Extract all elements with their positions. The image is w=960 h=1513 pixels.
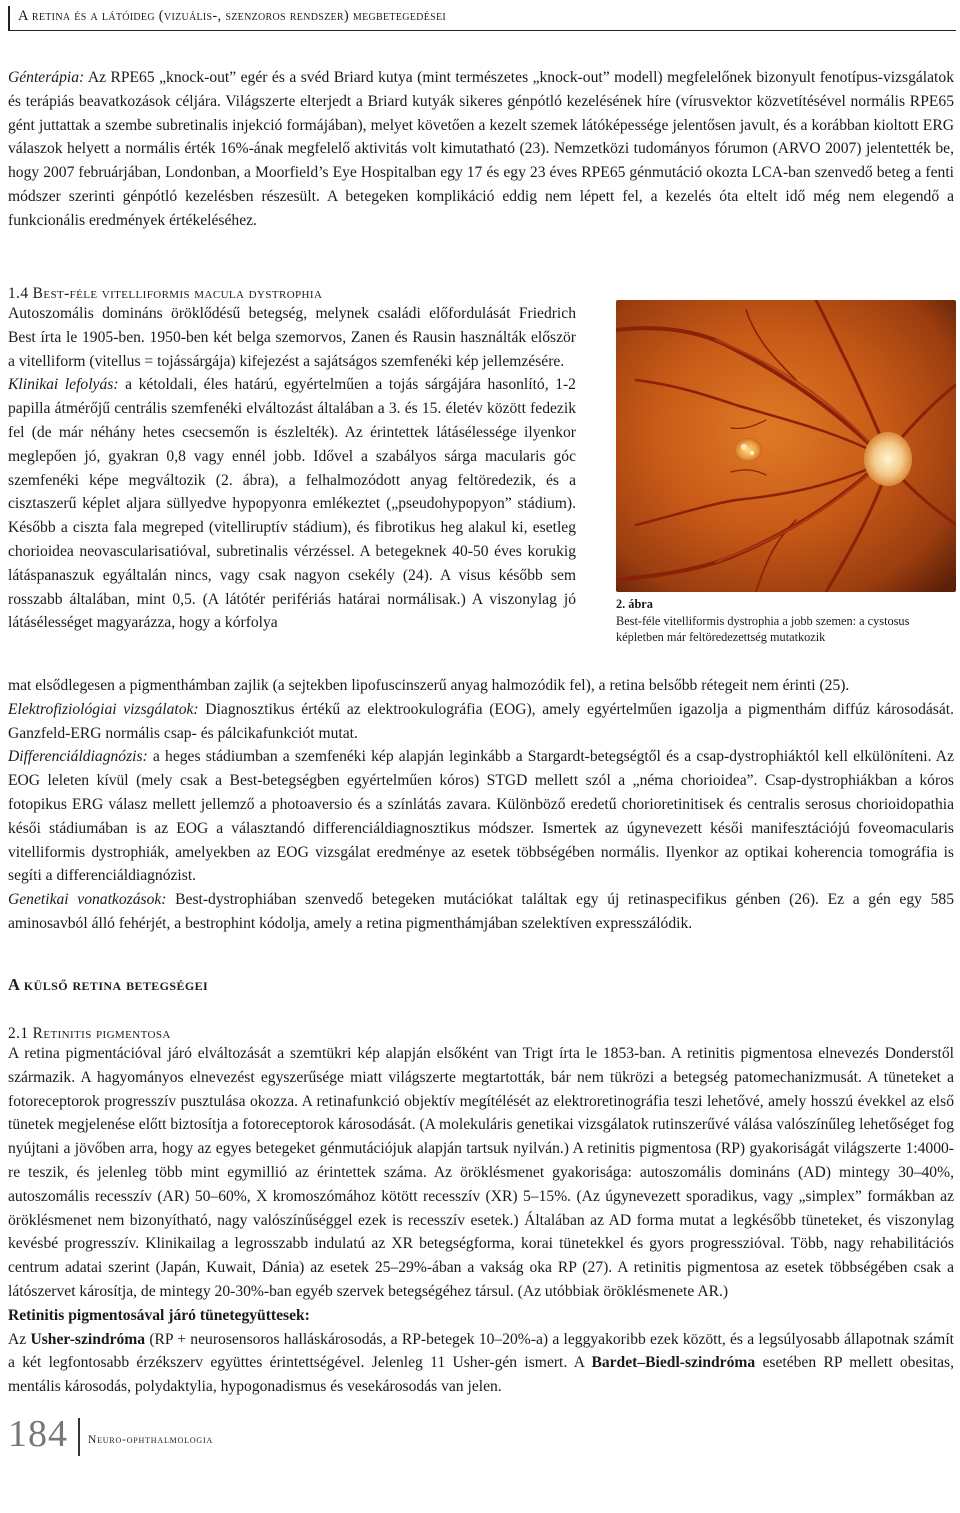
syndromes-heading: Retinitis pigmentosával járó tünetegyüttesek:	[8, 1306, 310, 1324]
running-header-title: A retina és a látóideg (vizuális-, szenzoros rendszer) megbetegedései	[18, 8, 447, 24]
bardet-biedl-text: esetében RP mellett obesitas, mentális károsodás, polydaktylia, hypogonadismus és vesekárosodás van jelen.	[8, 1354, 954, 1396]
bardet-biedl-term: Bardet–Biedl-szindróma	[591, 1354, 756, 1372]
vitelliform-lesion	[734, 438, 762, 462]
gene-therapy-label: Génterápia:	[8, 69, 85, 86]
genetics-label: Genetikai vonatkozások:	[8, 891, 167, 909]
clinical-course-text: a kétoldali, éles határú, egyértelműen a tojás sárgájára hasonlító, 1-2 papilla átmérőjű centrális szemfenéki elváltozást általában a 3. és 15. életév között fedezik fel (de már néhány hetes csecsemőn is észlelték). Az érintettek látásélessége ilyenkor meglepően jó, gyakran 0,8 vagy ennél jobb. Idővel a szabályos sárga macularis góc szemfenéki képe megváltozik (2. ábra), a felhalmozódott anyag feltöredezik, és a cisztaszerű képlet aljara süllyedve hypopyonra emlékeztet („pseudohypopyon” stádium). Később a ciszta fala megreped (vitelliruptív stádium), és fibrotikus heg alakul ki, esetleg chorioidea neovascularisatióval, subretinalis vérzéssel. A betegeknek 40-50 éves korukig látáspanaszuk egyáltalán nincs, vagy csak nagyon csekély (24). A visus később sem rosszabb általában, mint 0,5. (A látótér perifériás határai normálisak.) A viszonylag jó látásélességet magyarázza, hogy a kórfolya	[8, 376, 576, 632]
usher-pre: Az	[8, 1330, 31, 1348]
section-2-1-heading: 2.1 Retinitis pigmentosa	[8, 1025, 171, 1042]
figure-caption-text: Best-féle vitelliformis dystrophia a jobb szemen: a cystosus képletben már feltöredezettség mutatkozik	[616, 613, 910, 644]
running-header	[8, 6, 956, 31]
differential-diagnosis-label: Differenciáldiagnózis:	[8, 748, 148, 766]
gene-therapy-paragraph	[8, 66, 954, 233]
best-left-column	[8, 302, 576, 635]
rp-paragraph: A retina pigmentációval járó elváltozását a szemtükri kép alapján elsőként van Trigt írta le 1853-ban. A retinitis pigmentosa elnevezés Donderstől származik. A hagyományos elnevezést egyszerűsége miatt világszerte megtartották, bár nem tükrözi a betegség patomechanizmusát. A tüneteket a fotoreceptorok progresszív pusztulása okozza. A retinafunkció objektív megítélését az elektroretinográfia teszi lehetővé, amely hosszú évekkel az első tünetek megjelenése előtt biztosítja a fotoreceptorok károsodását. (A molekuláris genetikai vizsgálatok rutinszerűvé válása valószínűleg lehetőséget fog nyújtani a jövőben arra, hogy az egyes betegeket génmutációjuk alapján tartsuk nyilván.) A retinitis pigmentosa (RP) gyakoriságát világszerte 1:4000-re teszik, és jelenleg több mint egymillió az érintettek száma. Az öröklésmenet gyakorisága: autoszomális domináns (AD) mintegy 30–40%, autoszomális recesszív (AR) 50–60%, X kromoszómához kötött recesszív (XR) 5–15%. (Az úgynevezett sporadikus, vagy „simplex” formákban az öröklésmenet nem bizonyítható, nagy valószínűséggel ezek is recesszív esetek.) Általában az AD forma mutat a legkésőbb tüneteket, és viszonylag kevésbé progresszív. Klinikailag a legrosszabb indulatú az XR betegségforma, korai tünetekkel és gyors progresszióval. Több, nagy rehabilitációs centrum adatai szerint (Japán, Kuwait, Dánia) az esetek 25–29%-ában a vakság oka RP (27). A retinitis pigmentosa az esetek többségében csak a látószervet károsítja, de mintegy 20-30%-ban egyéb szervek betegségéhez társul. (Az utóbbiak öröklésmenete AR.)	[8, 1045, 954, 1300]
section-1-4-heading: 1.4 Best-féle vitelliformis macula dystrophia	[8, 285, 323, 302]
fundus-photo	[616, 300, 956, 592]
electrophysiology-text: Diagnosztikus értékű az elektrookulográfia (EOG), amely egyértelműen igazolja a pigmenthám diffúz károsodását. Ganzfeld-ERG normális csap- és pálcikafunkciót mutat.	[8, 700, 955, 742]
gene-therapy-text: Az RPE65 „knock-out” egér és a svéd Briard kutya (mint természetes „knock-out” modell) megfelelőnek bizonyult fenotípus-vizsgálatok és terápiás beavatkozások céljára. Világszerte elterjedt a Briard kutyák sikeres génpótló kezelésének híre (vírusvektor közvetítésével normális RPE65 gént juttattak a szembe subretinalis injekció formájában), melyet követően a kezelt szemek látóképessége jelentősen javult, és a korábban kioltott ERG válaszok helyett a normális érték 16%-ának megfelelő aktivitás volt kimutatható (23). Nemzetközi tudományos fórumon (ARVO 2007) jelentették be, hogy 2007 februárjában, Londonban, a Moorfield’s Eye Hospitalban egy 17 és egy 23 éves RPE65 génmutáció okozta LCA-ban szenvedő beteg a fenti módszer szerinti génpótló kezelésben részesült. A betegeken komplikáció eddig nem lépett fel, a kezelés óta eltelt idő még nem elegendő a funkcionális eredmények értékeléséhez.	[8, 69, 954, 229]
differential-diagnosis-text: a heges stádiumban a szemfenéki kép alapján leginkább a Stargardt-betegségtől és a csap-dystrophiáktól kell elkülöníteni. Az EOG leleten kívül (mely csak a Best-betegségben egyértelműen kóros) STGD mellett szól a „néma chorioidea”. Csap-dystrophiákban a kóros fotopikus ERG válasz mellett jellemző a photoaversio és a színlátás zavara. Különböző eredetű chorioretinitisek és centralis serosus chorioidopathia késői stádiumában is az EOG a választandó differenciáldiagnosztikus módszer. Ismertek az úgynevezett késői manifesztációjú foveomacularis vitelliformis dystrophiák, amelyekben az EOG vizsgálat eredménye az esetek többségében normális. Ilyenkor az optikai koherencia tomográfia is segíti a differenciáldiagnózist.	[8, 748, 954, 885]
figure-caption	[616, 596, 958, 646]
clinical-course-continuation: mat elsődlegesen a pigmenthámban zajlik (a sejtekben lipofuscinszerű anyag halmozódik fel), a retina belsőbb rétegeit nem érinti (25).	[8, 677, 850, 694]
figure-number: 2. ábra	[616, 597, 653, 611]
best-intro-paragraph: Autoszomális domináns öröklődésű betegség, melynek családi előfordulását Friedrich Best írta le 1905-ben. 1950-ben két belga szemorvos, Zanen és Rausin használták először a vitelliform (vitellus = tojássárgája) kifejezést a sajátságos szemfenéki kép jellemzésére.	[8, 305, 576, 370]
clinical-course-label: Klinikai lefolyás:	[8, 376, 119, 394]
book-title: Neuro-ophthalmologia	[88, 1434, 214, 1446]
fundus-photo-figure	[616, 300, 956, 592]
electrophysiology-label: Elektrofiziológiai vizsgálatok:	[8, 700, 199, 718]
page-number: 184	[8, 1413, 68, 1455]
genetics-text: Best-dystrophiában szenvedő betegeken mutációkat találtak egy új retinaspecifikus génben (26). Ez a gén egy 585 aminosavból álló fehérjét, a bestrophint kódolja, amely a retina pigmenthámjában szelektíven expresszálódik.	[8, 891, 954, 932]
usher-syndrome-term: Usher-szindróma	[30, 1330, 146, 1348]
optic-disc	[864, 432, 912, 486]
retinitis-pigmentosa-block	[8, 1042, 954, 1399]
best-fullwidth-block	[8, 674, 954, 936]
usher-text: (RP + neurosensoros halláskárosodás, a RP-betegek 10–20%-a) a leggyakoribb ezek között, és a legsúlyosabb állapotnak számít a két legfontosabb érzékszerv együttes érintettségével. Jelenleg 11 Usher-gén ismert. A	[8, 1330, 954, 1372]
footer-divider	[78, 1418, 80, 1456]
chapter-heading: A külső retina betegségei	[8, 975, 209, 994]
